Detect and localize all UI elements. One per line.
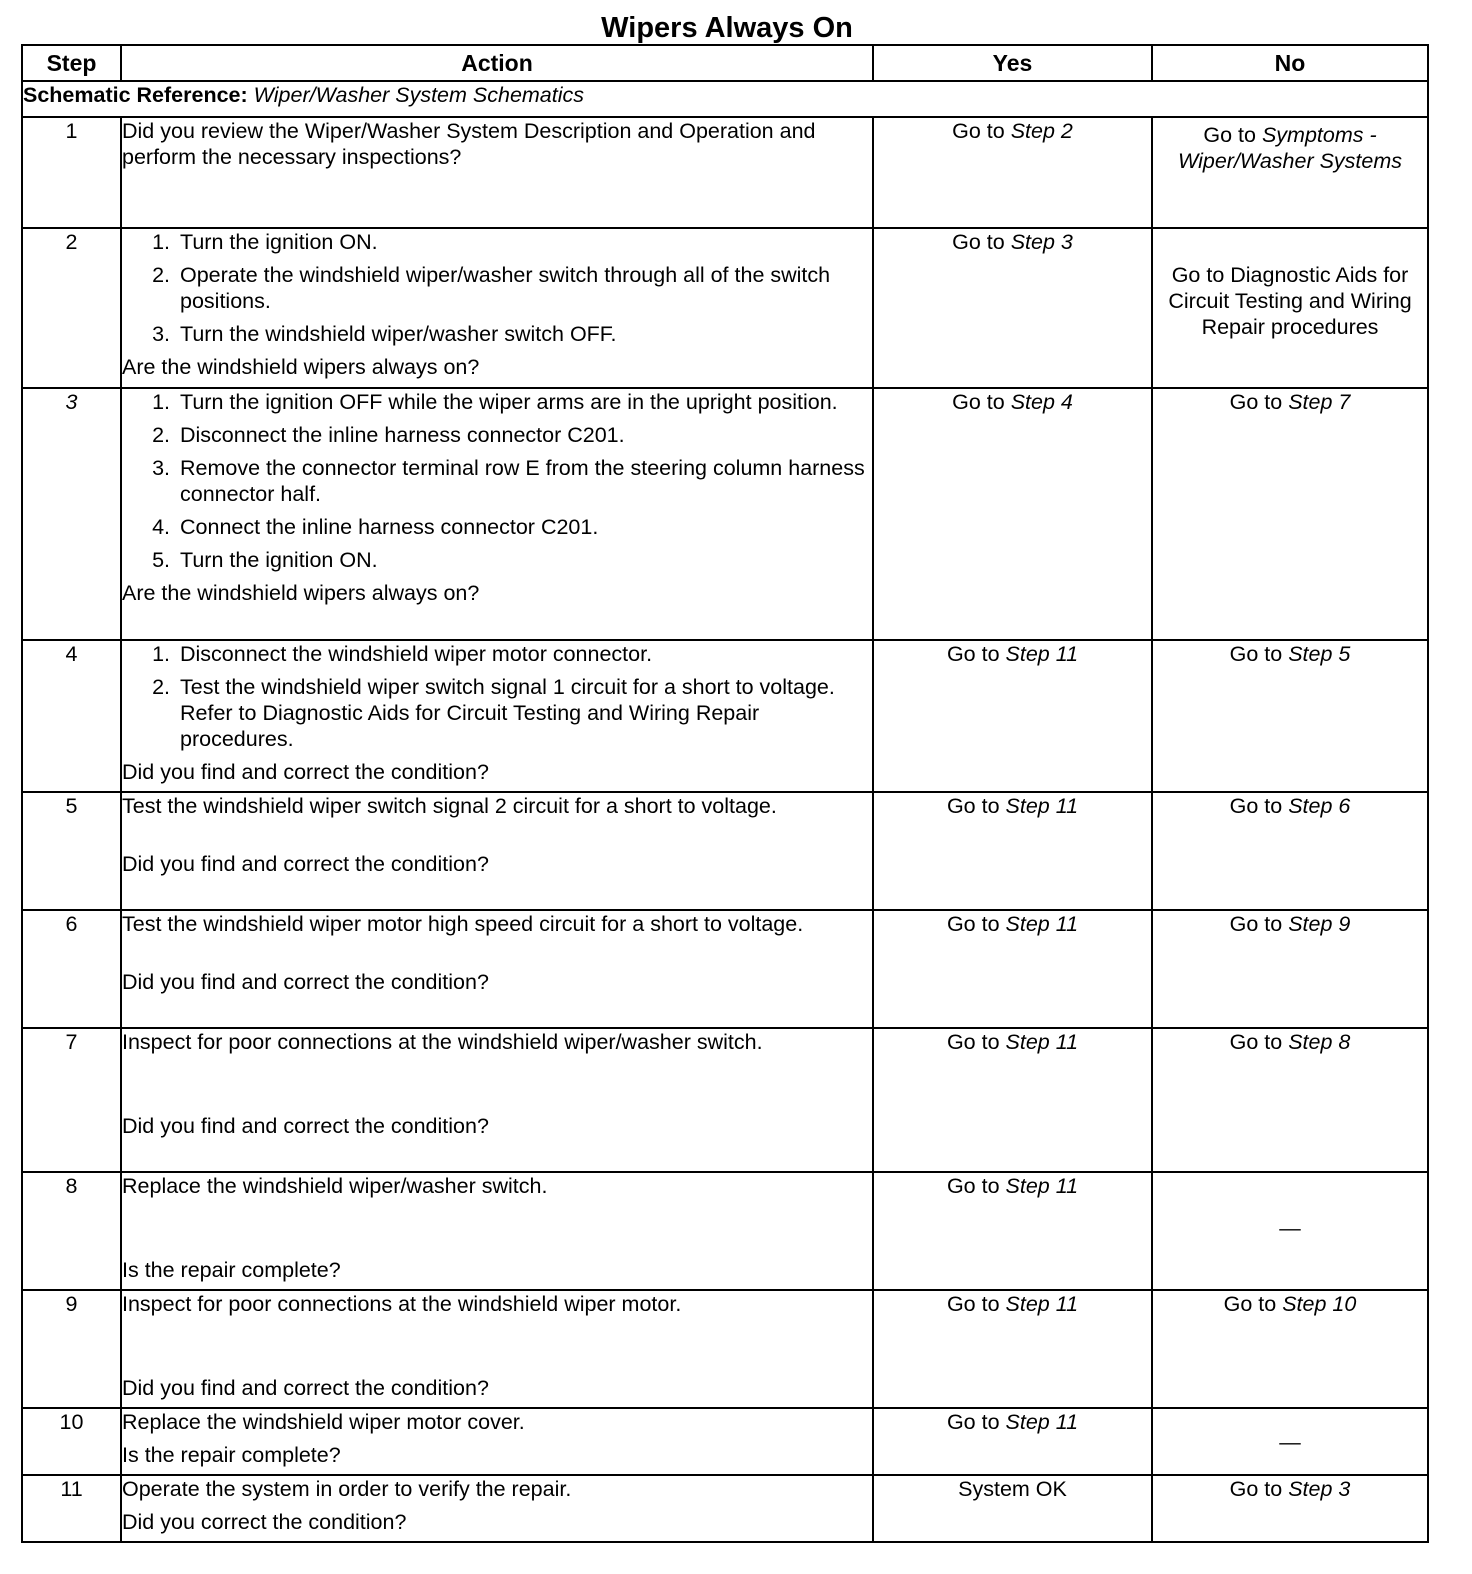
- step-list: [122, 389, 872, 573]
- goto-label: Go to: [952, 119, 1005, 143]
- list-item: 2. Operate the windshield wiper/washer switch through all of the switch positions.: [176, 262, 872, 314]
- step-number: 4: [22, 640, 121, 792]
- no-step-link[interactable]: Step 5: [1288, 642, 1351, 666]
- action-cell: [121, 1028, 873, 1172]
- list-item: 1. Turn the ignition OFF while the wiper arms are in the upright position.: [176, 389, 872, 415]
- step-number: 8: [22, 1172, 121, 1290]
- schematic-reference-label: Schematic Reference:: [23, 83, 248, 107]
- action-cell: [121, 1172, 873, 1290]
- table-row: [22, 1172, 1428, 1290]
- list-item: 1. Turn the ignition ON.: [176, 229, 872, 255]
- schematic-reference: [22, 81, 1428, 117]
- yes-step-link[interactable]: Step 11: [1005, 912, 1079, 936]
- list-item: 4. Connect the inline harness connector C201.: [176, 514, 872, 540]
- no-step-link[interactable]: Step 9: [1288, 912, 1351, 936]
- action-cell: [121, 910, 873, 1028]
- yes-cell: [873, 117, 1152, 228]
- yes-step-link[interactable]: Step 11: [1005, 1030, 1079, 1054]
- yes-step-link[interactable]: Step 11: [1005, 1292, 1079, 1316]
- action-cell: [121, 792, 873, 910]
- list-item: 3. Turn the windshield wiper/washer switch OFF.: [176, 321, 872, 347]
- list-item: 1. Disconnect the windshield wiper motor connector.: [176, 641, 872, 667]
- goto-label: Go to: [1229, 794, 1283, 818]
- table-row: [22, 1290, 1428, 1408]
- no-cell: [1152, 1172, 1428, 1290]
- step-number: 2: [22, 228, 121, 388]
- step-number: 6: [22, 910, 121, 1028]
- goto-label: Go to: [946, 794, 1000, 818]
- action-question: Did you find and correct the condition?: [122, 852, 489, 876]
- yes-step-link[interactable]: Step 11: [1005, 1174, 1079, 1198]
- table-row: [22, 640, 1428, 792]
- action-question: Did you find and correct the condition?: [122, 970, 489, 994]
- no-dash: —: [1279, 1429, 1301, 1454]
- goto-label: Go to: [952, 390, 1005, 414]
- step-number: 9: [22, 1290, 121, 1408]
- step-list: [122, 229, 872, 347]
- yes-cell: [873, 1475, 1152, 1542]
- action-question: Did you find and correct the condition?: [122, 1376, 489, 1400]
- goto-label: Go to: [946, 1174, 1000, 1198]
- yes-cell: [873, 640, 1152, 792]
- table-row: [22, 792, 1428, 910]
- step-number: 10: [22, 1408, 121, 1475]
- yes-text[interactable]: System OK: [958, 1477, 1067, 1501]
- yes-cell: [873, 910, 1152, 1028]
- header-yes: Yes: [873, 45, 1152, 81]
- action-question: Is the repair complete?: [122, 1258, 341, 1282]
- step-number: 11: [22, 1475, 121, 1542]
- list-item: 5. Turn the ignition ON.: [176, 547, 872, 573]
- action-cell: [121, 117, 873, 228]
- yes-step-link[interactable]: Step 11: [1005, 794, 1079, 818]
- list-item: 2. Test the windshield wiper switch signal 1 circuit for a short to voltage. Refer to Diagnostic Aids for Circuit Testing and Wiring Repair procedures.: [176, 674, 872, 752]
- goto-label: Go to: [1229, 1030, 1283, 1054]
- step-number: 1: [22, 117, 121, 228]
- goto-label: Go to: [946, 1292, 1000, 1316]
- no-cell: [1152, 1028, 1428, 1172]
- yes-cell: [873, 1172, 1152, 1290]
- header-step: Step: [22, 45, 121, 81]
- step-number: 7: [22, 1028, 121, 1172]
- action-question: Are the windshield wipers always on?: [122, 581, 480, 605]
- action-question: Did you find and correct the condition?: [122, 1114, 489, 1138]
- list-item: 3. Remove the connector terminal row E from the steering column harness connector half.: [176, 455, 872, 507]
- action-cell: [121, 1475, 873, 1542]
- action-text: Did you review the Wiper/Washer System Description and Operation and perform the necessary inspections?: [122, 119, 816, 169]
- action-text: Test the windshield wiper switch signal 2 circuit for a short to voltage.: [122, 794, 777, 818]
- step-number: 3: [22, 388, 121, 640]
- no-step-link[interactable]: Step 3: [1288, 1477, 1351, 1501]
- yes-step-link[interactable]: Step 4: [1010, 390, 1073, 414]
- action-text: Replace the windshield wiper motor cover.: [122, 1410, 525, 1434]
- goto-label: Go to: [1229, 642, 1283, 666]
- table-row: [22, 1408, 1428, 1475]
- table-row: [22, 228, 1428, 388]
- yes-cell: [873, 1408, 1152, 1475]
- no-cell: [1152, 640, 1428, 792]
- yes-cell: [873, 228, 1152, 388]
- yes-step-link[interactable]: Step 2: [1010, 119, 1073, 143]
- header-row: [22, 45, 1428, 81]
- action-text: Replace the windshield wiper/washer switch.: [122, 1174, 548, 1198]
- header-no: No: [1152, 45, 1428, 81]
- header-action: Action: [121, 45, 873, 81]
- page-title: Wipers Always On: [601, 12, 853, 44]
- no-dash: —: [1279, 1216, 1301, 1240]
- yes-cell: [873, 388, 1152, 640]
- table-row: [22, 117, 1428, 228]
- table-row: [22, 388, 1428, 640]
- table-row: [22, 1475, 1428, 1542]
- action-text: Operate the system in order to verify the repair.: [122, 1477, 572, 1501]
- goto-label: Go to: [1229, 390, 1283, 414]
- no-step-link[interactable]: Symptoms - Wiper/Washer Systems: [1177, 123, 1403, 173]
- action-cell: [121, 228, 873, 388]
- yes-cell: [873, 792, 1152, 910]
- goto-label: Go to: [946, 642, 1000, 666]
- schematic-reference-link[interactable]: Wiper/Washer System Schematics: [253, 83, 585, 107]
- yes-step-link[interactable]: Step 11: [1005, 642, 1079, 666]
- action-question: Did you find and correct the condition?: [122, 760, 489, 784]
- action-question: Did you correct the condition?: [122, 1510, 407, 1534]
- no-step-link[interactable]: Step 7: [1288, 390, 1351, 414]
- action-cell: [121, 640, 873, 792]
- action-text: Test the windshield wiper motor high speed circuit for a short to voltage.: [122, 912, 804, 936]
- no-step-link[interactable]: Step 8: [1288, 1030, 1351, 1054]
- table-row: [22, 910, 1428, 1028]
- action-text: Inspect for poor connections at the windshield wiper/washer switch.: [122, 1030, 763, 1054]
- goto-label: Go to: [1203, 123, 1256, 147]
- action-cell: [121, 1290, 873, 1408]
- no-cell: [1152, 117, 1428, 228]
- yes-step-link[interactable]: Step 11: [1005, 1410, 1079, 1434]
- no-text[interactable]: Go to Diagnostic Aids for Circuit Testing and Wiring Repair procedures: [1168, 263, 1412, 339]
- yes-cell: [873, 1028, 1152, 1172]
- list-item: 2. Disconnect the inline harness connector C201.: [176, 422, 872, 448]
- action-text: Inspect for poor connections at the windshield wiper motor.: [122, 1292, 682, 1316]
- diagnostic-table: [21, 44, 1429, 1543]
- no-cell: [1152, 910, 1428, 1028]
- step-list: [122, 641, 872, 752]
- action-question: Are the windshield wipers always on?: [122, 355, 480, 379]
- goto-label: Go to: [1223, 1292, 1277, 1316]
- no-cell: [1152, 1290, 1428, 1408]
- goto-label: Go to: [946, 1410, 1000, 1434]
- no-step-link[interactable]: Step 10: [1282, 1292, 1357, 1316]
- step-number: 5: [22, 792, 121, 910]
- goto-label: Go to: [1229, 1477, 1283, 1501]
- schematic-reference-row: [22, 81, 1428, 117]
- goto-label: Go to: [1229, 912, 1283, 936]
- yes-step-link[interactable]: Step 3: [1010, 230, 1073, 254]
- no-cell: [1152, 228, 1428, 388]
- table-row: [22, 1028, 1428, 1172]
- action-cell: [121, 1408, 873, 1475]
- no-cell: [1152, 1475, 1428, 1542]
- goto-label: Go to: [946, 1030, 1000, 1054]
- no-cell: [1152, 1408, 1428, 1475]
- no-cell: [1152, 388, 1428, 640]
- no-step-link[interactable]: Step 6: [1288, 794, 1351, 818]
- action-question: Is the repair complete?: [122, 1443, 341, 1467]
- no-cell: [1152, 792, 1428, 910]
- goto-label: Go to: [946, 912, 1000, 936]
- goto-label: Go to: [952, 230, 1005, 254]
- yes-cell: [873, 1290, 1152, 1408]
- action-cell: [121, 388, 873, 640]
